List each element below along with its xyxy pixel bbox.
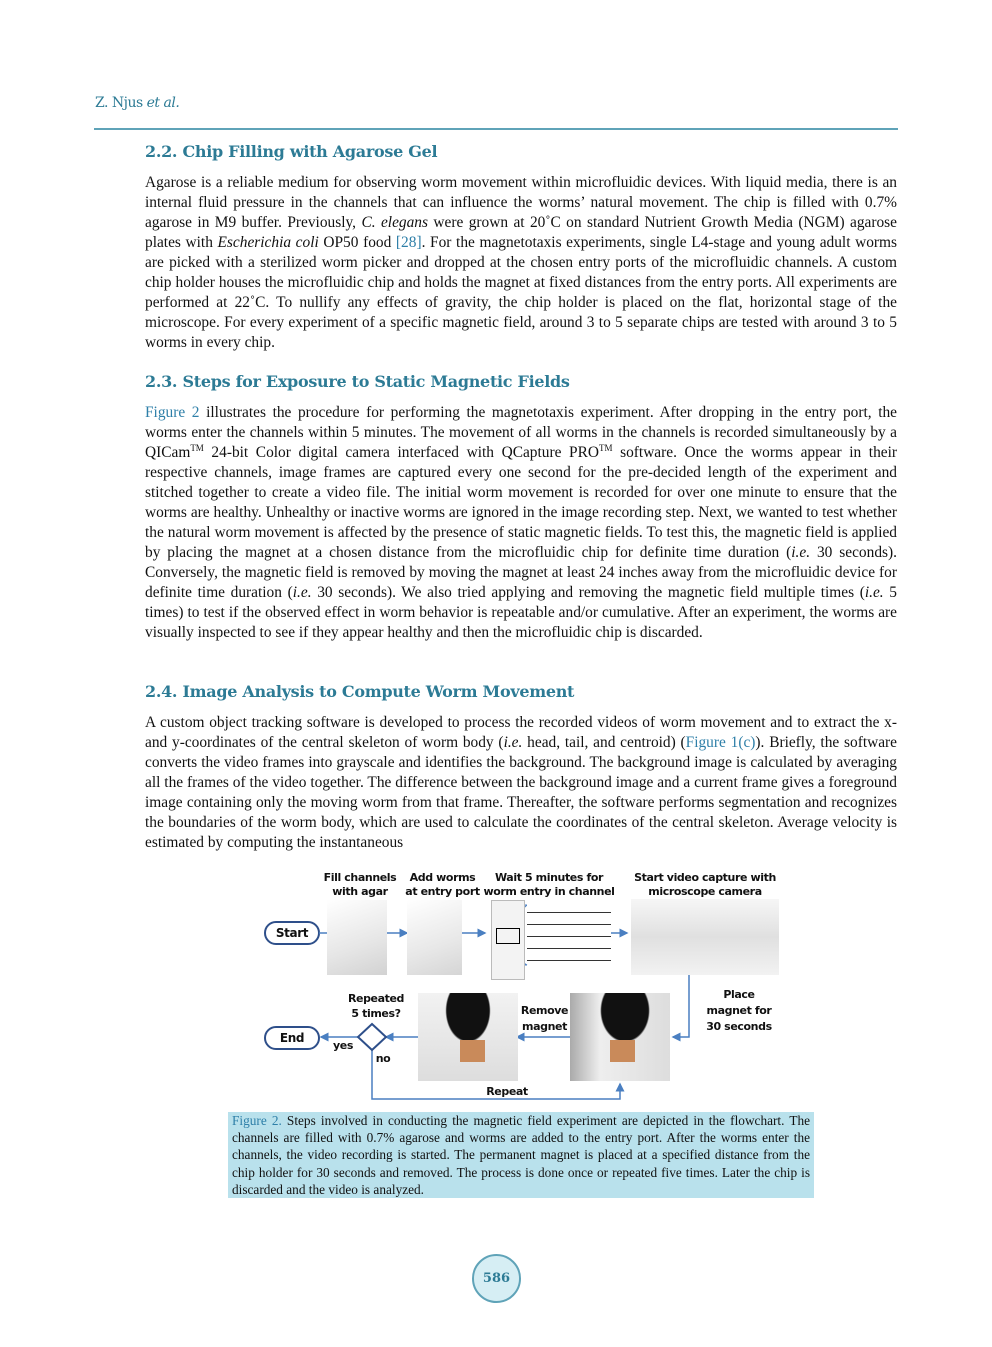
- label-repeated: Repeated 5 times?: [347, 992, 405, 1020]
- chip-filling-photo: [327, 900, 387, 975]
- header-rule: [94, 128, 898, 130]
- text-run: . For the magnetotaxis experiments, single L4-stage and young adult worms are picked with a sterilized worm picker and dropped at the chosen entry ports of the microfluidic channels. A custom chip holder houses the microfluidic chip and holds the magnet at fixed distances from the entry ports. All experiments are performed at 22˚C. To nullify any effects of gravity, the chip holder is placed on the flat, horizontal stage of the microscope. For every experiment of a specific magnetic field, around 3 to 5 separate chips are tested with around 3 to 5 worms in every chip.: [145, 234, 897, 351]
- text-run: 30 seconds). We also tried applying and removing the magnetic field multiple times (: [311, 584, 865, 601]
- text-run: i.e.: [791, 544, 811, 561]
- running-header: [95, 95, 179, 111]
- page-number: 586: [472, 1254, 521, 1303]
- reference-link[interactable]: Figure 2: [145, 404, 200, 421]
- chip-holder-1: [460, 1040, 485, 1062]
- text-run: Escherichia coli: [217, 234, 319, 251]
- label-no: no: [375, 1052, 391, 1065]
- text-run: TM: [190, 442, 204, 453]
- text-run: head, tail, and centroid) (: [522, 734, 686, 751]
- text-run: TM: [598, 442, 613, 453]
- section-heading-2-4: 2.4. Image Analysis to Compute Worm Movement: [145, 682, 575, 701]
- author: Z. Njus: [95, 95, 143, 111]
- text-run: OP50 food: [318, 234, 396, 251]
- paragraph-2-2: [145, 173, 897, 353]
- label-fill-channels: Fill channels with agar: [323, 871, 397, 898]
- label-start-video: Start video capture with microscope camera: [634, 871, 776, 898]
- caption-label: Figure 2.: [232, 1113, 282, 1128]
- et-al: et al.: [146, 95, 180, 111]
- reference-link[interactable]: Figure 1(c): [685, 734, 756, 751]
- text-run: were grown at 20˚C on standard Nutrient Growth Media (NGM) agarose plates with: [145, 214, 897, 251]
- zoom-box: [496, 928, 520, 944]
- decision-diamond: [358, 1024, 386, 1050]
- text-run: i.e.: [864, 584, 884, 601]
- chip-holder-2: [610, 1040, 635, 1062]
- reference-link[interactable]: [28]: [395, 234, 422, 251]
- end-label: End: [279, 1031, 305, 1045]
- text-run: i.e.: [503, 734, 523, 751]
- text-run: 5 times) to test if the observed effect in worm behavior is repeatable and/or cumulative. After an experiment, the worms are visually inspected to see if they appear healthy and then the microfluidic chip is discarded.: [145, 584, 898, 641]
- text-run: i.e.: [292, 584, 312, 601]
- paragraph-2-4: [145, 713, 897, 853]
- figure-caption: [228, 1112, 814, 1198]
- magnet-placed-photo: [570, 993, 670, 1081]
- label-yes: yes: [333, 1039, 353, 1052]
- add-worms-photo: [407, 900, 462, 975]
- paragraph-2-3: [145, 403, 897, 643]
- label-remove-magnet: Remove magnet: [520, 1004, 569, 1033]
- text-run: ). Briefly, the software converts the video frames into grayscale and identifies the background. The background image is calculated by averaging all the frames of the video together. The difference between the background image and a current frame gives a foreground image containing only the moving worm from that frame. Thereafter, the software performs segmentation and recognizes the boundaries of the worm body, which are used to calculate the coordinates of the central skeleton. Average velocity is estimated by computing the instantaneous: [145, 734, 898, 851]
- section-heading-2-3: 2.3. Steps for Exposure to Static Magnetic Fields: [145, 372, 570, 391]
- text-run: software. Once the worms appear in their respective channels, image frames are captured every one second for the pre-decided length of the experiment and stitched together to create a video file. The initial worm movement is recorded for over one minute to ensure that the worms are healthy. Unhealthy or inactive worms are ignored in the image recording step. Next, we wanted to test whether the natural worm movement is affected by the presence of static magnetic fields. To test this, the magnetic field is applied by placing the magnet at a chosen distance from the microfluidic chip for definite time duration (: [145, 444, 897, 561]
- text-run: 30 seconds). Conversely, the magnetic field is removed by moving the magnet at least 24 inches away from the microfluidic device for definite time duration (: [145, 544, 897, 601]
- start-label: Start: [275, 926, 309, 940]
- microscope-video-frame: [631, 899, 779, 975]
- magnet-removed-photo: [418, 993, 518, 1081]
- label-add-worms: Add worms at entry port: [405, 871, 480, 898]
- label-wait: Wait 5 minutes for worm entry in channel: [483, 871, 615, 898]
- label-place-magnet: Place magnet for 30 seconds: [706, 988, 772, 1033]
- channels-micrograph: [527, 903, 611, 963]
- section-heading-2-2: 2.2. Chip Filling with Agarose Gel: [145, 142, 438, 161]
- figure-2-flowchart: [255, 865, 795, 1105]
- label-repeat: Repeat: [486, 1085, 528, 1098]
- text-run: 24-bit Color digital camera interfaced with QCapture PRO: [203, 444, 599, 461]
- text-run: A custom object tracking software is developed to process the recorded videos of worm movement and to extract the x- and y-coordinates of the central skeleton of worm body (: [145, 714, 897, 751]
- text-run: Agarose is a reliable medium for observing worm movement within microfluidic devices. With liquid media, there is an internal fluid pressure in the channels that can influence the worms’ natural movement. The chip is filled with 0.7% agarose in M9 buffer. Previously,: [145, 174, 897, 231]
- text-run: illustrates the procedure for performing the magnetotaxis experiment. After dropping in the entry port, the worms enter the channels within 5 minutes. The movement of all worms in the channels is recorded simultaneously by a QICam: [145, 404, 897, 461]
- caption-text: Steps involved in conducting the magnetic field experiment are depicted in the flowchart. The channels are filled with 0.7% agarose and worms are added to the entry port. After the worms enter the channels, the video recording is started. The permanent magnet is placed at a specified distance from the chip holder for 30 seconds and removed. The process is done once or repeated five times. Later the chip is discarded and the video is analyzed.: [232, 1113, 810, 1197]
- text-run: C. elegans: [361, 214, 428, 231]
